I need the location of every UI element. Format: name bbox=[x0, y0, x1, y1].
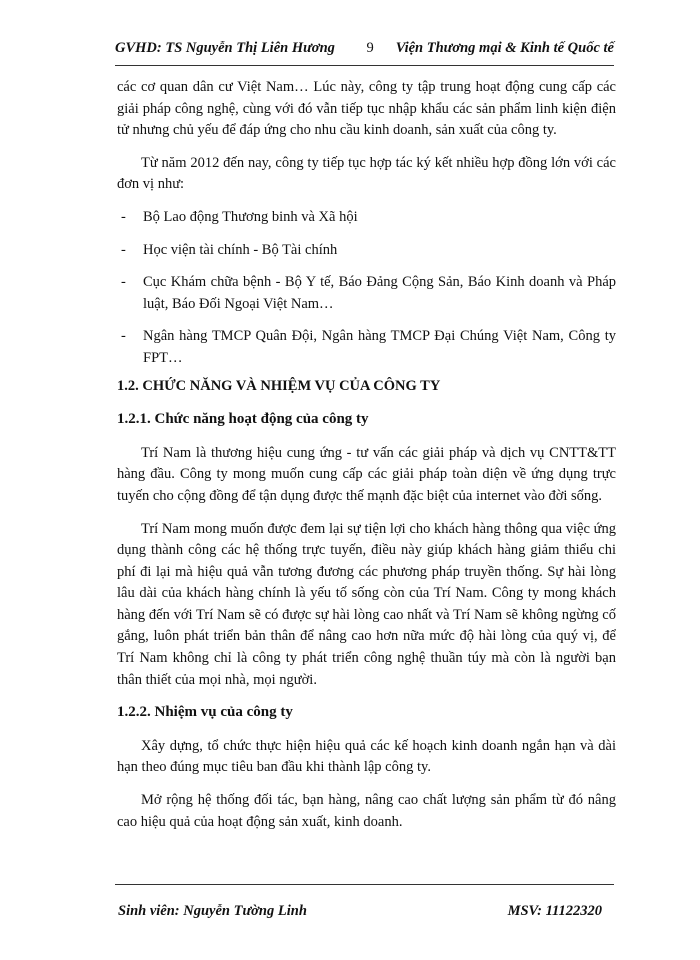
header-advisor: GVHD: TS Nguyễn Thị Liên Hương bbox=[115, 40, 335, 56]
paragraph: Trí Nam là thương hiệu cung ứng - tư vấn các giải pháp và dịch vụ CNTT&TT hàng đầu. Công ty mong muốn cung cấp các giải pháp toàn diện về ứng dụng trực tuyến cho cộng đồng để tận dụng được thế mạnh đặc biệt của internet vào đời sống. bbox=[117, 444, 616, 504]
page-header bbox=[115, 40, 614, 57]
list-item bbox=[117, 272, 616, 315]
subsection-heading: 1.2.1. Chức năng hoạt động của công ty bbox=[117, 411, 369, 428]
header-rule bbox=[115, 65, 614, 66]
header-institute: Viện Thương mại & Kinh tế Quốc tế bbox=[395, 40, 614, 56]
list-item-text: Ngân hàng TMCP Quân Đội, Ngân hàng TMCP Đại Chúng Việt Nam, Công ty FPT… bbox=[143, 328, 616, 366]
paragraph: Mở rộng hệ thống đối tác, bạn hàng, nâng cao chất lượng sản phẩm từ đó nâng cao hiệu quả của hoạt động sản xuất, kinh doanh. bbox=[117, 792, 616, 830]
list-item bbox=[117, 207, 616, 229]
list-item bbox=[117, 240, 616, 262]
footer-student: Sinh viên: Nguyễn Tường Linh bbox=[118, 903, 307, 919]
list-item-text: Bộ Lao động Thương binh và Xã hội bbox=[143, 208, 358, 225]
footer-student-id: MSV: 11122320 bbox=[507, 903, 602, 919]
paragraph: Từ năm 2012 đến nay, công ty tiếp tục hợp tác ký kết nhiều hợp đồng lớn với các đơn vị như: bbox=[117, 154, 616, 193]
section-heading: 1.2. CHỨC NĂNG VÀ NHIỆM VỤ CỦA CÔNG TY bbox=[117, 377, 441, 394]
paragraph: Trí Nam mong muốn được đem lại sự tiện lợi cho khách hàng thông qua việc ứng dụng thành công các hệ thống trực tuyến, điều này giúp khách hàng giảm thiểu chi phí đi lại mà hiệu quả vẫn tương đương các phương pháp truyền thống. Sự hài lòng lâu dài của khách hàng chính là yếu tố sống còn của Trí Nam. Công ty mong khách hàng đến với Trí Nam sẽ có được sự hài lòng cao nhất và Trí Nam sẽ không ngừng cố gắng, luôn phát triển bản thân để nâng cao hơn nữa mức độ hài lòng của quý vị, để Trí Nam không chỉ là công ty phát triển công nghệ thuần túy mà còn là người bạn thân thiết của mọi nhà, mọi người. bbox=[117, 520, 616, 688]
list-item bbox=[117, 326, 616, 369]
dash-bullet: - bbox=[121, 328, 126, 345]
list-item-text: Cục Khám chữa bệnh - Bộ Y tế, Báo Đảng Cộng Sản, Báo Kinh doanh và Pháp luật, Báo Đối Ngoại Việt Nam… bbox=[143, 274, 616, 312]
page-number: 9 bbox=[366, 40, 374, 56]
dash-bullet: - bbox=[121, 274, 126, 291]
dash-bullet: - bbox=[121, 208, 126, 225]
subsection-heading: 1.2.2. Nhiệm vụ của công ty bbox=[117, 704, 293, 721]
paragraph: các cơ quan dân cư Việt Nam… Lúc này, công ty tập trung hoạt động cung cấp các giải pháp công nghệ, cùng với đó vẫn tiếp tục nhập khẩu các sản phẩm linh kiện điện tử nhưng chủ yếu để đáp ứng cho nhu cầu kinh doanh, sản xuất của công ty. bbox=[117, 79, 616, 139]
list-item-text: Học viện tài chính - Bộ Tài chính bbox=[143, 241, 338, 258]
page-body bbox=[117, 77, 616, 844]
footer-rule bbox=[115, 884, 614, 885]
paragraph: Xây dựng, tổ chức thực hiện hiệu quả các kế hoạch kinh doanh ngắn hạn và dài hạn theo đúng mục tiêu ban đầu khi thành lập công ty. bbox=[117, 737, 616, 776]
dash-bullet: - bbox=[121, 241, 126, 258]
page-footer bbox=[118, 903, 602, 920]
